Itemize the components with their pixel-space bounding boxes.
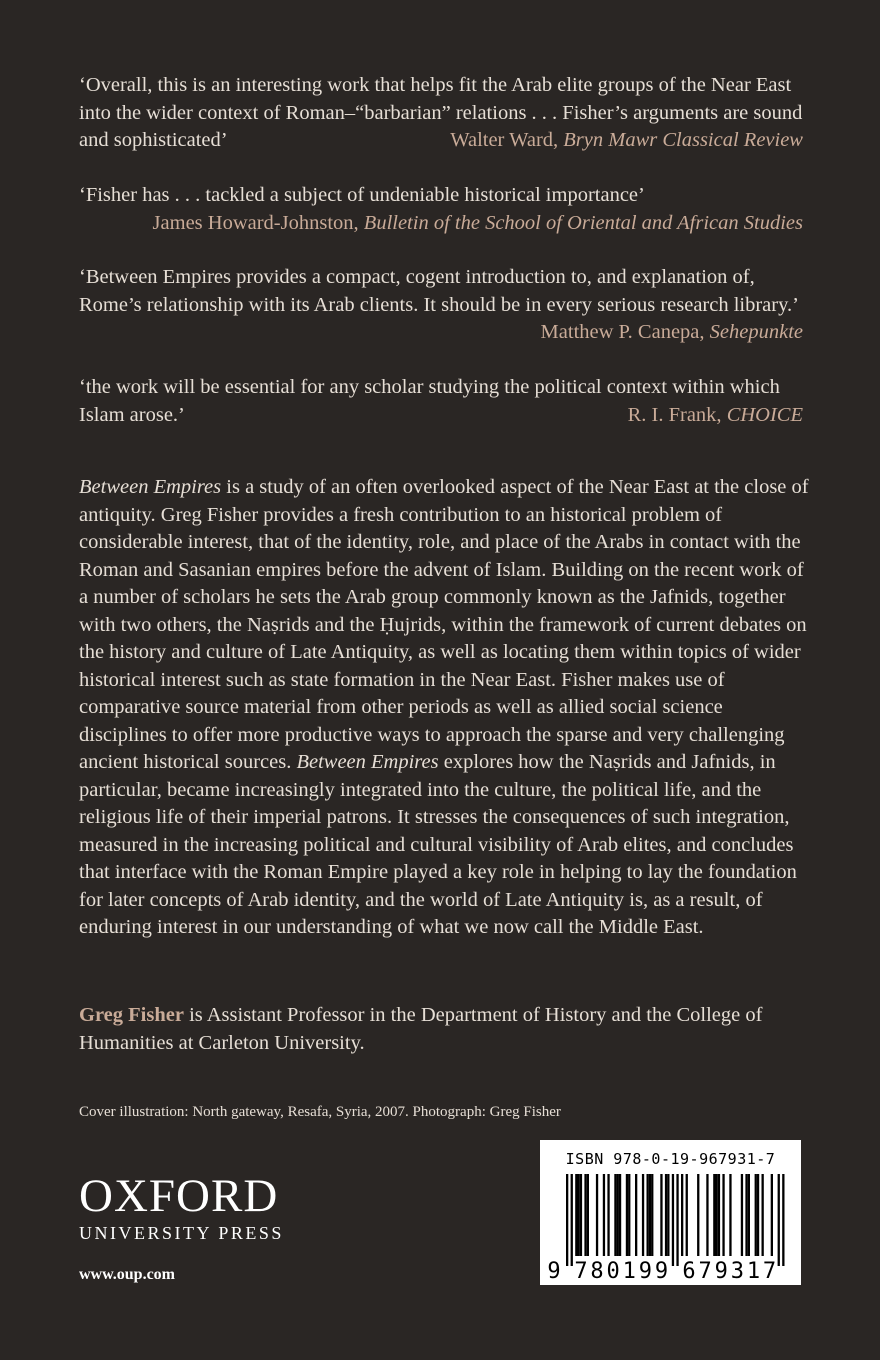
barcode-bar [741, 1174, 743, 1256]
barcode-digit: 8 [590, 1259, 604, 1284]
description-text-2: explores how the Naṣrids and Jafnids, in particular, became increasingly integrated into the culture, the political life, and the religious life of their imperial patrons. It stresses the consequences of such integration, measured in the increasing political and cultural visibility of Arab elites, and concludes that interface with the Roman Empire played a key role in helping to lay the foundation for later concepts of Arab identity, and the world of Late Antiquity is, as a result, of enduring interest in our understanding of what we now call the Middle East. [79, 751, 797, 938]
book-description [79, 474, 809, 942]
barcode-bar [686, 1174, 688, 1256]
barcode-digit: 1 [622, 1259, 636, 1284]
barcode-bar [575, 1174, 577, 1256]
author-name: Greg Fisher [79, 1004, 184, 1026]
book-title: Between Empires [79, 476, 222, 498]
barcode-bar [647, 1174, 649, 1256]
publisher-website: www.oup.com [79, 1266, 176, 1283]
quote-text: ‘Overall, this is an interesting work that helps fit the Arab elite groups of the Near East into the wider context of Roman–“barbarian” relations . . . Fisher’s arguments are sound and sophisticated’ [79, 74, 803, 151]
barcode-bar [665, 1174, 667, 1256]
barcode-bar [571, 1174, 573, 1266]
barcode-bar [667, 1174, 669, 1256]
quote-source: Bulletin of the School of Oriental and African Studies [363, 211, 803, 234]
barcode-digit: 7 [762, 1259, 777, 1284]
isbn-label: ISBN 978-0-19-967931-7 [565, 1150, 776, 1168]
barcode-bar [566, 1174, 568, 1266]
barcode-digit: 7 [574, 1259, 588, 1284]
barcode-bar [778, 1174, 780, 1266]
barcode-digit: 7 [698, 1259, 712, 1284]
barcode-bar [614, 1174, 616, 1256]
barcode-bar [762, 1174, 764, 1256]
barcode-bar [681, 1174, 683, 1256]
barcode-bar [587, 1174, 589, 1256]
barcode-digit: 9 [547, 1259, 561, 1284]
quote-author: R. I. Frank, [627, 403, 722, 426]
barcode-bar [649, 1174, 651, 1256]
barcode-bar [642, 1174, 644, 1256]
barcode-bar [697, 1174, 699, 1256]
barcode-bar [578, 1174, 580, 1256]
quote-text: ‘the work will be essential for any scholar studying the political context within which Islam arose.’ [79, 376, 780, 426]
book-title: Between Empires [296, 751, 439, 773]
barcode-bar [757, 1174, 759, 1256]
quote-text: ‘Between Empires provides a compact, cogent introduction to, and explanation of, Rome’s relationship with its Arab clients. It should be in every serious research library.’ [79, 266, 799, 316]
quote-author: James Howard-Johnston, [152, 211, 359, 234]
barcode-bar [626, 1174, 628, 1256]
isbn-barcode [540, 1140, 801, 1285]
barcode-digit: 0 [606, 1259, 620, 1284]
oxford-logo [79, 1172, 284, 1244]
barcode-bar [771, 1174, 773, 1256]
barcode-bar [706, 1174, 708, 1256]
description-text-1: is a study of an often overlooked aspect of the Near East at the close of antiquity. Greg Fisher provides a fresh contribution to an historical problem of considerable interest, that of the identity, role, and place of the Arabs in contact with the Roman and Sasanian empires before the advent of Islam. Building on the recent work of a number of scholars he sets the Arab group commonly known as the Jafnids, together with two others, the Naṣrids and the Ḥujrids, within the framework of current debates on the history and culture of Late Antiquity, as well as locating them within topics of wider historical interest such as state formation in the Near East. Fisher makes use of comparative source material from other periods as well as allied social science disciplines to offer more productive ways to approach the sparse and very challenging ancient historical sources. [79, 476, 809, 773]
barcode-bar [729, 1174, 731, 1256]
quote-source: Bryn Mawr Classical Review [563, 129, 803, 151]
barcode-bar [596, 1174, 598, 1256]
barcode-bar [782, 1174, 784, 1266]
barcode-bar [651, 1174, 653, 1256]
barcode-bar [603, 1174, 605, 1256]
barcode-bar [722, 1174, 724, 1256]
barcode-bar [628, 1174, 630, 1256]
barcode-digit: 9 [714, 1259, 728, 1284]
barcode-bar [745, 1174, 747, 1256]
barcode-bar [716, 1174, 718, 1256]
barcode-bar [580, 1174, 582, 1256]
barcode-bar [617, 1174, 619, 1256]
barcode-bars [540, 1140, 801, 1285]
review-quote-1 [79, 72, 803, 155]
quote-attribution [79, 210, 803, 238]
barcode-bar [635, 1174, 637, 1256]
quote-source: Sehepunkte [709, 321, 803, 343]
quote-source: CHOICE [726, 403, 803, 426]
barcode-digit: 1 [746, 1259, 761, 1284]
quote-author: Walter Ward, [450, 129, 559, 151]
barcode-bar [607, 1174, 609, 1256]
review-quote-2 [79, 182, 803, 237]
barcode-digit: 3 [730, 1259, 744, 1284]
barcode-bar [619, 1174, 621, 1256]
barcode-digit: 9 [638, 1259, 652, 1284]
barcode-bar [713, 1174, 715, 1256]
barcode-bar [584, 1174, 586, 1256]
review-quote-3 [79, 264, 803, 347]
barcode-bar [718, 1174, 720, 1256]
author-bio [79, 1002, 809, 1057]
author-bio-text: is Assistant Professor in the Department of History and the College of Humanities at Carleton University. [79, 1004, 763, 1054]
barcode-bar [755, 1174, 757, 1256]
publisher-name: OXFORD [79, 1170, 279, 1222]
publisher-subname: UNIVERSITY PRESS [79, 1223, 284, 1243]
barcode-bar [748, 1174, 750, 1256]
review-quote-4 [79, 374, 803, 429]
barcode-digit: 9 [654, 1259, 669, 1284]
barcode-bar [676, 1174, 678, 1266]
quote-attribution [79, 402, 803, 430]
cover-credit: Cover illustration: North gateway, Resafa, Syria, 2007. Photograph: Greg Fisher [79, 1104, 561, 1120]
barcode-bar [672, 1174, 674, 1266]
barcode-bar [660, 1174, 662, 1256]
quote-author: Matthew P. Canepa, [540, 321, 705, 343]
quote-text: ‘Fisher has . . . tackled a subject of undeniable historical importance’ [79, 184, 645, 206]
barcode-digit: 6 [682, 1259, 696, 1284]
quote-attribution [79, 319, 803, 347]
